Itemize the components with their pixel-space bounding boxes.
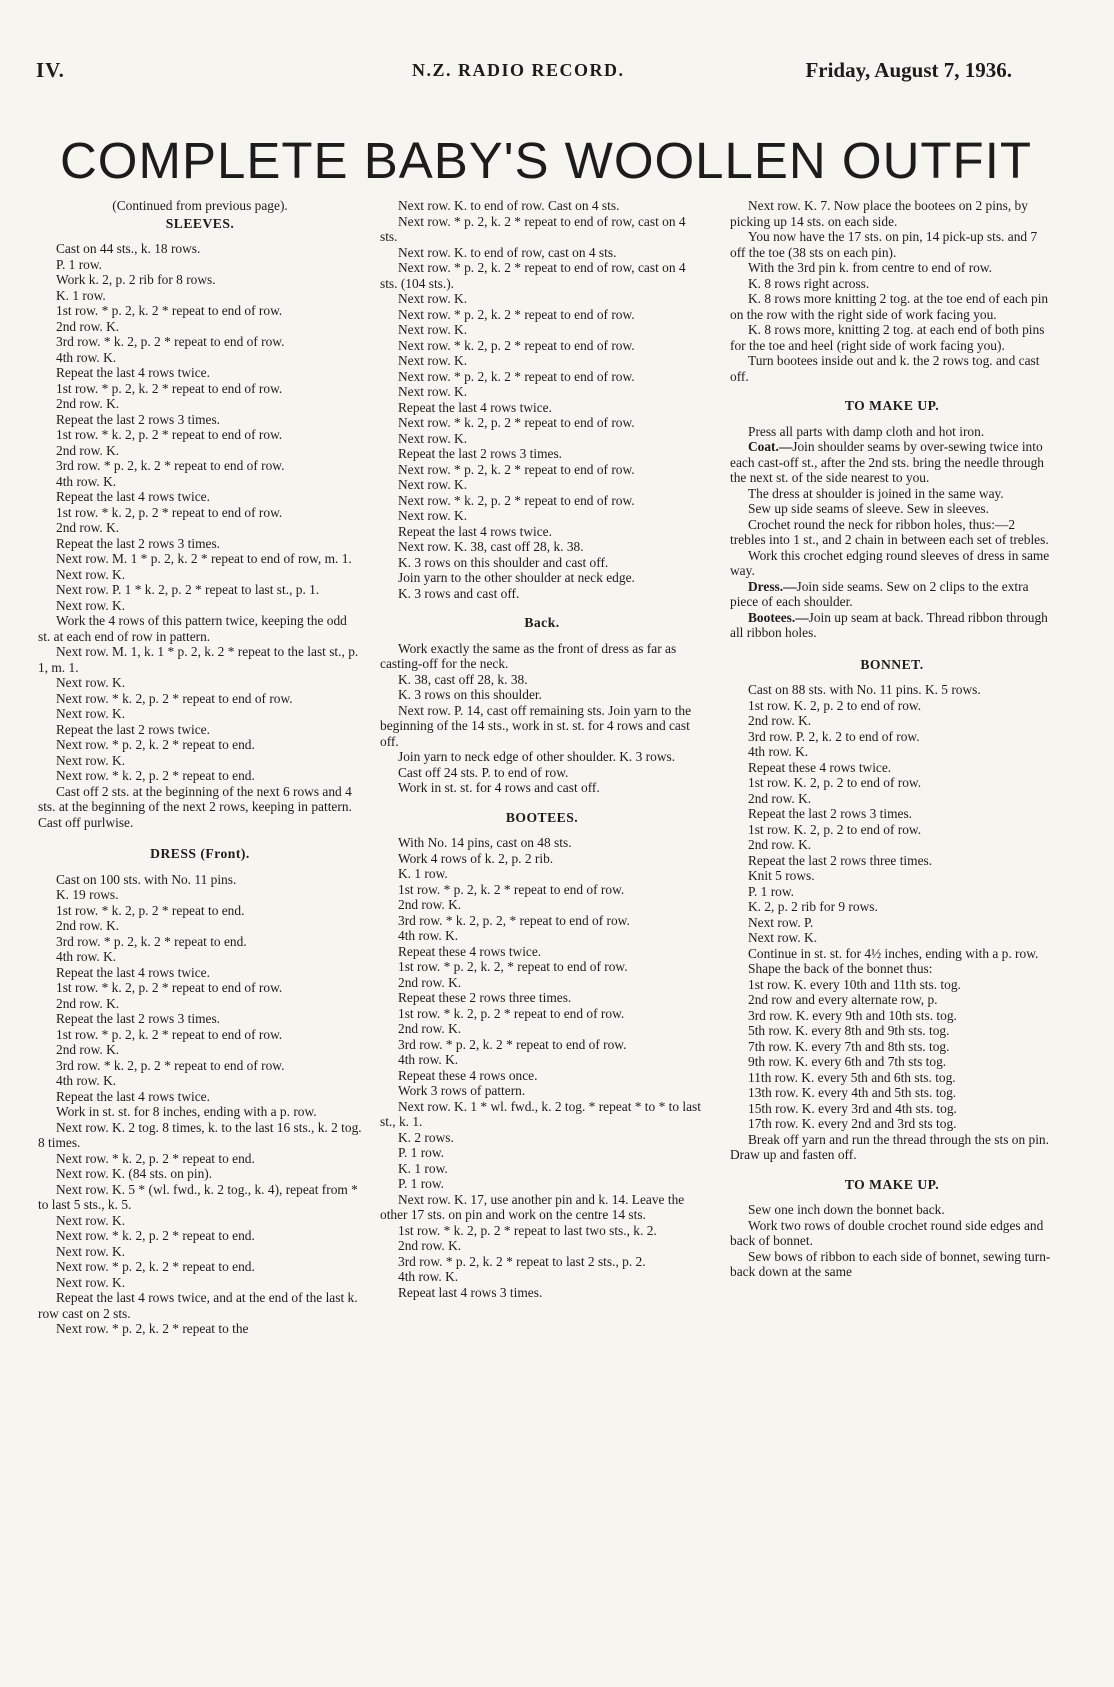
instruction-line: K. 1 row. (398, 1160, 448, 1176)
instruction-line: 15th row. K. every 3rd and 4th sts. tog. (748, 1100, 957, 1116)
instruction-line: Next row. * p. 2, k. 2 * repeat to end of row. (398, 306, 635, 322)
instruction-line: Sew up side seams of sleeve. Sew in sleeves. (748, 501, 989, 516)
instruction-line: Next row. P. (748, 914, 814, 930)
instruction-line: Work 4 rows of k. 2, p. 2 rib. (398, 850, 554, 866)
publication-name: N.Z. RADIO RECORD. (412, 60, 625, 80)
instruction-line: Repeat the last 2 rows 3 times. (56, 1011, 221, 1026)
instruction-line: 4th row. K. (398, 1052, 459, 1067)
instruction-line: Repeat the last 2 rows twice. (56, 721, 210, 737)
instruction-line: Next row. * k. 2, p. 2 * repeat to end. (56, 768, 255, 783)
instruction-line: Next row. M. 1, k. 1 * p. 2, k. 2 * repeat to the last st., p. 1, m. 1. (38, 644, 359, 675)
dress-make-up (730, 579, 1054, 610)
instruction-line: Repeat the last 2 rows 3 times. (56, 535, 221, 551)
coat-make-up (730, 439, 1054, 486)
instruction-line: Next row. K. (398, 508, 468, 523)
instruction-line: 3rd row. * k. 2, p. 2 * repeat to end of row. (56, 334, 285, 349)
instruction-line: 2nd row. K. (56, 995, 120, 1011)
instruction-line: K. 3 rows on this shoulder and cast off. (398, 554, 609, 570)
instruction-line: K. 3 rows and cast off. (398, 585, 520, 601)
instruction-line: Cast on 100 sts. with No. 11 pins. (56, 871, 237, 887)
instruction-line: Repeat last 4 rows 3 times. (398, 1284, 543, 1300)
column-3 (730, 198, 1054, 1678)
page-number: IV. (36, 58, 65, 82)
instruction-line: 1st row. * k. 2, p. 2 * repeat to end of row. (398, 1005, 625, 1021)
instruction-line: Next row. * k. 2, p. 2 * repeat to end of row. (398, 492, 635, 508)
instruction-line: 2nd row and every alternate row, p. (748, 992, 938, 1007)
instruction-line: 3rd row. * k. 2, p. 2 * repeat to end of row. (56, 1057, 285, 1073)
bonnet-instructions (730, 682, 1054, 1163)
instruction-line: 3rd row. * k. 2, p. 2, * repeat to end of row. (398, 912, 630, 928)
instruction-line: 1st row. K. 2, p. 2 to end of row. (748, 697, 922, 713)
bootees-continued (730, 198, 1054, 384)
instruction-line: Work in st. st. for 8 inches, ending with a p. row. (56, 1104, 317, 1119)
instruction-line: Work the 4 rows of this pattern twice, keeping the odd st. at each end of row in pattern. (38, 613, 347, 644)
instruction-line: 2nd row. K. (398, 1238, 462, 1253)
instruction-line: Repeat the last 2 rows 3 times. (398, 446, 563, 461)
instruction-line: 2nd row. K. (56, 318, 120, 334)
instruction-line: 1st row. * k. 2, p. 2 * repeat to end. (56, 902, 245, 918)
instruction-line: Next row. K. (398, 353, 468, 368)
instruction-line: You now have the 17 sts. on pin, 14 pick-up sts. and 7 off the toe (38 sts on each pin). (730, 229, 1038, 260)
instruction-line: Next row. K. to end of row. Cast on 4 sts. (398, 198, 620, 213)
instruction-line: Next row. K. (398, 477, 468, 492)
instruction-line: 1st row. * k. 2, p. 2 * repeat to end of row. (56, 504, 283, 520)
continued-note: (Continued from previous page). (112, 198, 288, 213)
instruction-line: 3rd row. * p. 2, k. 2 * repeat to end of row. (56, 458, 285, 473)
instruction-line: Join yarn to neck edge of other shoulder. K. 3 rows. (398, 749, 676, 764)
instruction-line: Next row. * k. 2, p. 2 * repeat to end of row. (398, 415, 635, 430)
instruction-line: Break off yarn and run the thread through the sts on pin. Draw up and fasten off. (730, 1131, 1049, 1162)
instruction-line: Next row. K. to end of row, cast on 4 sts. (398, 244, 617, 260)
instruction-line: Repeat the last 4 rows twice. (56, 964, 210, 980)
instruction-line: 2nd row. K. (56, 520, 120, 535)
instruction-line: K. 38, cast off 28, k. 38. (398, 671, 528, 687)
issue-date: Friday, August 7, 1936. (805, 58, 1012, 82)
instruction-line: 1st row. K. every 10th and 11th sts. tog. (748, 976, 961, 992)
instruction-line: Repeat the last 4 rows twice. (56, 489, 210, 504)
instruction-line: Next row. K. (56, 752, 126, 768)
instruction-line: K. 2, p. 2 rib for 9 rows. (748, 899, 878, 914)
instruction-line: Knit 5 rows. (748, 868, 815, 883)
instruction-line: K. 19 rows. (56, 887, 119, 902)
instruction-line: 2nd row. K. (748, 790, 812, 806)
instruction-line: Work k. 2, p. 2 rib for 8 rows. (56, 272, 216, 287)
make-up-more (730, 486, 1054, 579)
instruction-line: Continue in st. st. for 4½ inches, ending with a p. row. (748, 945, 1039, 961)
page-header (36, 58, 1056, 88)
instruction-line: Repeat the last 4 rows twice. (398, 523, 552, 539)
instruction-line: Next row. * p. 2, k. 2 * repeat to end of row, cast on 4 sts. (380, 213, 686, 244)
instruction-line: Next row. K. (56, 566, 126, 582)
instruction-line: Crochet round the neck for ribbon holes, thus:—2 trebles into 1 st., and 2 chain in between each set of trebles. (730, 516, 1049, 547)
instruction-line: Work 3 rows of pattern. (398, 1083, 526, 1098)
instruction-line: 2nd row. K. (56, 396, 120, 411)
instruction-line: Join yarn to the other shoulder at neck edge. (398, 570, 635, 585)
instruction-line: Next row. K. 7. Now place the bootees on 2 pins, by picking up 14 sts. on each side. (730, 198, 1028, 229)
coat-label: Coat.— (748, 439, 793, 454)
instruction-line: 3rd row. * p. 2, k. 2 * repeat to end of row. (398, 1036, 627, 1052)
instruction-line: The dress at shoulder is joined in the same way. (748, 485, 1004, 501)
instruction-line: Cast off 24 sts. P. to end of row. (398, 764, 569, 780)
instruction-line: 17th row. K. every 2nd and 3rd sts tog. (748, 1116, 957, 1131)
instruction-line: Sew one inch down the bonnet back. (748, 1202, 945, 1217)
instruction-line: Next row. * p. 2, k. 2 * repeat to end of row. (398, 461, 635, 477)
instruction-line: P. 1 row. (56, 256, 103, 272)
instruction-line: 2nd row. K. (748, 713, 812, 728)
instruction-line: K. 8 rows right across. (748, 275, 870, 291)
instruction-line: Next row. K. (398, 430, 468, 446)
instruction-line: Next row. K. 5 * (wl. fwd., k. 2 tog., k. 4), repeat from * to last 5 sts., k. 5. (38, 1181, 358, 1212)
instruction-line: Next row. K. 38, cast off 28, k. 38. (398, 539, 584, 554)
instruction-line: Next row. * k. 2, p. 2 * repeat to end. (56, 1228, 255, 1243)
instruction-line: 1st row. K. 2, p. 2 to end of row. (748, 821, 922, 837)
bootees-make-up (730, 610, 1054, 641)
instruction-line: Work this crochet edging round sleeves of dress in same way. (730, 547, 1050, 578)
instruction-line: Repeat the last 2 rows 3 times. (56, 411, 221, 427)
instruction-line: Repeat the last 4 rows twice. (56, 365, 210, 380)
instruction-line: K. 1 row. (56, 287, 106, 303)
instruction-line: 3rd row. K. every 9th and 10th sts. tog. (748, 1007, 957, 1023)
instruction-line: K. 8 rows more knitting 2 tog. at the toe end of each pin on the row with the right side of work facing you. (730, 291, 1049, 322)
instruction-line: 1st row. * p. 2, k. 2 * repeat to end of row. (398, 881, 625, 897)
instruction-line: Next row. K. 2 tog. 8 times, k. to the last 16 sts., k. 2 tog. 8 times. (38, 1119, 362, 1150)
instruction-line: Next row. * k. 2, p. 2 * repeat to end. (56, 1150, 255, 1166)
instruction-line: Work in st. st. for 4 rows and cast off. (398, 780, 600, 795)
instruction-line: 1st row. * p. 2, k. 2 * repeat to end of row. (56, 380, 283, 396)
instruction-line: Next row. * p. 2, k. 2 * repeat to end of row. (398, 368, 635, 384)
instruction-line: 9th row. K. every 6th and 7th sts tog. (748, 1054, 947, 1069)
column-2 (380, 198, 704, 1678)
instruction-line: 3rd row. * p. 2, k. 2 * repeat to end. (56, 933, 247, 949)
sleeves-instructions (38, 241, 362, 830)
instruction-line: 2nd row. K. (56, 1042, 120, 1057)
bonnet-make-up-heading: TO MAKE UP. (844, 1176, 940, 1192)
instruction-line: Repeat these 4 rows once. (398, 1067, 538, 1083)
sleeves-heading: SLEEVES. (165, 215, 235, 231)
instruction-line: Repeat the last 4 rows twice. (56, 1088, 210, 1104)
instruction-line: K. 3 rows on this shoulder. (398, 687, 542, 702)
instruction-line: 2nd row. K. (398, 974, 462, 990)
instruction-line: Next row. K. (56, 675, 126, 690)
instruction-line: 2nd row. K. (398, 1021, 462, 1036)
article-title: COMPLETE BABY'S WOOLLEN OUTFIT (59, 132, 1033, 189)
instruction-line: 1st row. * k. 2, p. 2 * repeat to end of row. (56, 980, 283, 995)
instruction-line: Next row. M. 1 * p. 2, k. 2 * repeat to end of row, m. 1. (56, 551, 352, 566)
coat-text: Join shoulder seams by over-sewing twice into each cast-off st., after the 2nd sts. bring the needle through the next st. of the side nearest to you. (730, 439, 1044, 485)
instruction-line: K. 1 row. (398, 866, 448, 881)
instruction-line: Repeat the last 4 rows twice, and at the end of the last k. row cast on 2 sts. (38, 1290, 358, 1321)
instruction-line: Cast on 88 sts. with No. 11 pins. K. 5 rows. (748, 682, 981, 697)
instruction-line: Next row. K. (56, 597, 126, 613)
instruction-line: Next row. K. 1 * wl. fwd., k. 2 tog. * repeat * to * to last st., k. 1. (380, 1098, 701, 1129)
dress-front-instructions (38, 872, 362, 1337)
instruction-line: Repeat the last 2 rows three times. (748, 852, 933, 868)
instruction-line: 11th row. K. every 5th and 6th sts. tog. (748, 1069, 956, 1085)
instruction-line: 3rd row. P. 2, k. 2 to end of row. (748, 728, 920, 744)
instruction-line: Repeat these 4 rows twice. (398, 943, 542, 959)
dress-front-heading: DRESS (Front). (150, 846, 250, 861)
instruction-line: Repeat these 2 rows three times. (398, 990, 572, 1005)
instruction-line: Next row. K. (398, 322, 468, 337)
instruction-line: Next row. K. (748, 930, 818, 945)
instruction-line: 4th row. K. (56, 1073, 117, 1088)
dress-label: Dress.— (748, 578, 797, 594)
instruction-line: 1st row. * p. 2, k. 2 * repeat to end of row. (56, 303, 283, 318)
bonnet-heading: BONNET. (860, 656, 924, 672)
instruction-line: 4th row. K. (56, 473, 117, 489)
instruction-line: Next row. K. (56, 1243, 126, 1259)
instruction-line: Cast on 44 sts., k. 18 rows. (56, 241, 201, 256)
instruction-line: 13th row. K. every 4th and 5th sts. tog. (748, 1085, 957, 1100)
make-up-intro: Press all parts with damp cloth and hot iron. (748, 423, 985, 439)
instruction-line: Repeat these 4 rows twice. (748, 759, 892, 775)
instruction-line: Cast off 2 sts. at the beginning of the next 6 rows and 4 sts. at the beginning of the next 2 rows, keeping in pattern. Cast off purlwise. (38, 783, 352, 830)
instruction-line: Next row. * k. 2, p. 2 * repeat to end of row. (398, 337, 635, 353)
instruction-line: Work two rows of double crochet round side edges and back of bonnet. (730, 1217, 1044, 1248)
instruction-line: Next row. * p. 2, k. 2 * repeat to end. (56, 1259, 255, 1274)
instruction-line: 7th row. K. every 7th and 8th sts. tog. (748, 1038, 950, 1054)
bootees-heading: BOOTEES. (505, 809, 579, 825)
instruction-line: With No. 14 pins, cast on 48 sts. (398, 835, 572, 850)
instruction-line: 3rd row. * p. 2, k. 2 * repeat to last 2 sts., p. 2. (398, 1253, 646, 1269)
instruction-line: Next row. * p. 2, k. 2 * repeat to end of row, cast on 4 sts. (104 sts.). (380, 260, 686, 291)
instruction-line: 2nd row. K. (748, 837, 812, 852)
instruction-line: Shape the back of the bonnet thus: (748, 961, 933, 976)
instruction-line: 5th row. K. every 8th and 9th sts. tog. (748, 1023, 950, 1038)
instruction-line: 1st row. * p. 2, k. 2, * repeat to end of row. (398, 959, 628, 974)
make-up-heading: TO MAKE UP. (844, 398, 940, 413)
instruction-line: Next row. * p. 2, k. 2 * repeat to end. (56, 737, 255, 752)
bootees-text: Join up seam at back. Thread ribbon through all ribbon holes. (730, 609, 1048, 640)
instruction-line: Next row. * k. 2, p. 2 * repeat to end of row. (56, 690, 293, 706)
instruction-line: Sew bows of ribbon to each side of bonnet, sewing turn-back down at the same (730, 1248, 1051, 1279)
bootees-label: Bootees.— (748, 609, 809, 625)
instruction-line: Next row. * p. 2, k. 2 * repeat to the (56, 1321, 249, 1336)
instruction-line: 4th row. K. (748, 744, 809, 759)
instruction-line: 2nd row. K. (56, 918, 120, 933)
instruction-line: 2nd row. K. (398, 897, 462, 912)
instruction-line: 4th row. K. (398, 928, 459, 943)
instruction-line: Repeat the last 2 rows 3 times. (748, 806, 913, 821)
bonnet-make-up (730, 1202, 1054, 1280)
instruction-line: P. 1 row. (748, 883, 795, 899)
instruction-line: Next row. K. (398, 291, 468, 306)
instruction-line: 2nd row. K. (56, 442, 120, 458)
column-1 (38, 198, 362, 1678)
instruction-line: Next row. K. (56, 706, 126, 721)
instruction-line: 1st row. * p. 2, k. 2 * repeat to end of row. (56, 1026, 283, 1042)
instruction-line: Repeat the last 4 rows twice. (398, 399, 552, 415)
instruction-line: Turn bootees inside out and k. the 2 rows tog. and cast off. (730, 353, 1040, 384)
instruction-line: Next row. K. (398, 384, 468, 399)
instruction-line: 1st row. * k. 2, p. 2 * repeat to last two sts., k. 2. (398, 1222, 657, 1238)
instruction-line: Next row. K. 17, use another pin and k. 14. Leave the other 17 sts. on pin and work on the centre 14 sts. (380, 1191, 685, 1222)
instruction-line: With the 3rd pin k. from centre to end of row. (748, 260, 993, 275)
instruction-line: K. 8 rows more, knitting 2 tog. at each end of both pins for the toe and heel (right side of work facing you). (730, 322, 1045, 353)
instruction-line: Next row. K. (84 sts. on pin). (56, 1166, 213, 1181)
back-heading: Back. (524, 615, 560, 630)
instruction-line: 4th row. K. (56, 349, 117, 365)
instruction-line: Next row. P. 14, cast off remaining sts. Join yarn to the beginning of the 14 sts., work in st. st. for 4 rows and cast off. (380, 702, 692, 749)
instruction-line: P. 1 row. (398, 1176, 445, 1191)
dress-front-continued (380, 198, 704, 601)
instruction-line: Next row. K. (56, 1274, 126, 1290)
instruction-line: K. 2 rows. (398, 1129, 454, 1145)
instruction-line: Next row. P. 1 * k. 2, p. 2 * repeat to last st., p. 1. (56, 582, 320, 597)
instruction-line: 4th row. K. (398, 1269, 459, 1284)
instruction-line: 1st row. * k. 2, p. 2 * repeat to end of row. (56, 427, 283, 442)
instruction-line: P. 1 row. (398, 1145, 445, 1160)
dress-text: Join side seams. Sew on 2 clips to the extra piece of each shoulder. (730, 578, 1029, 609)
bootees-instructions (380, 835, 704, 1300)
instruction-line: 4th row. K. (56, 949, 117, 964)
instruction-line: 1st row. K. 2, p. 2 to end of row. (748, 775, 922, 790)
back-instructions (380, 641, 704, 796)
instruction-line: Work exactly the same as the front of dress as far as casting-off for the neck. (380, 640, 677, 671)
instruction-line: Next row. K. (56, 1212, 126, 1228)
